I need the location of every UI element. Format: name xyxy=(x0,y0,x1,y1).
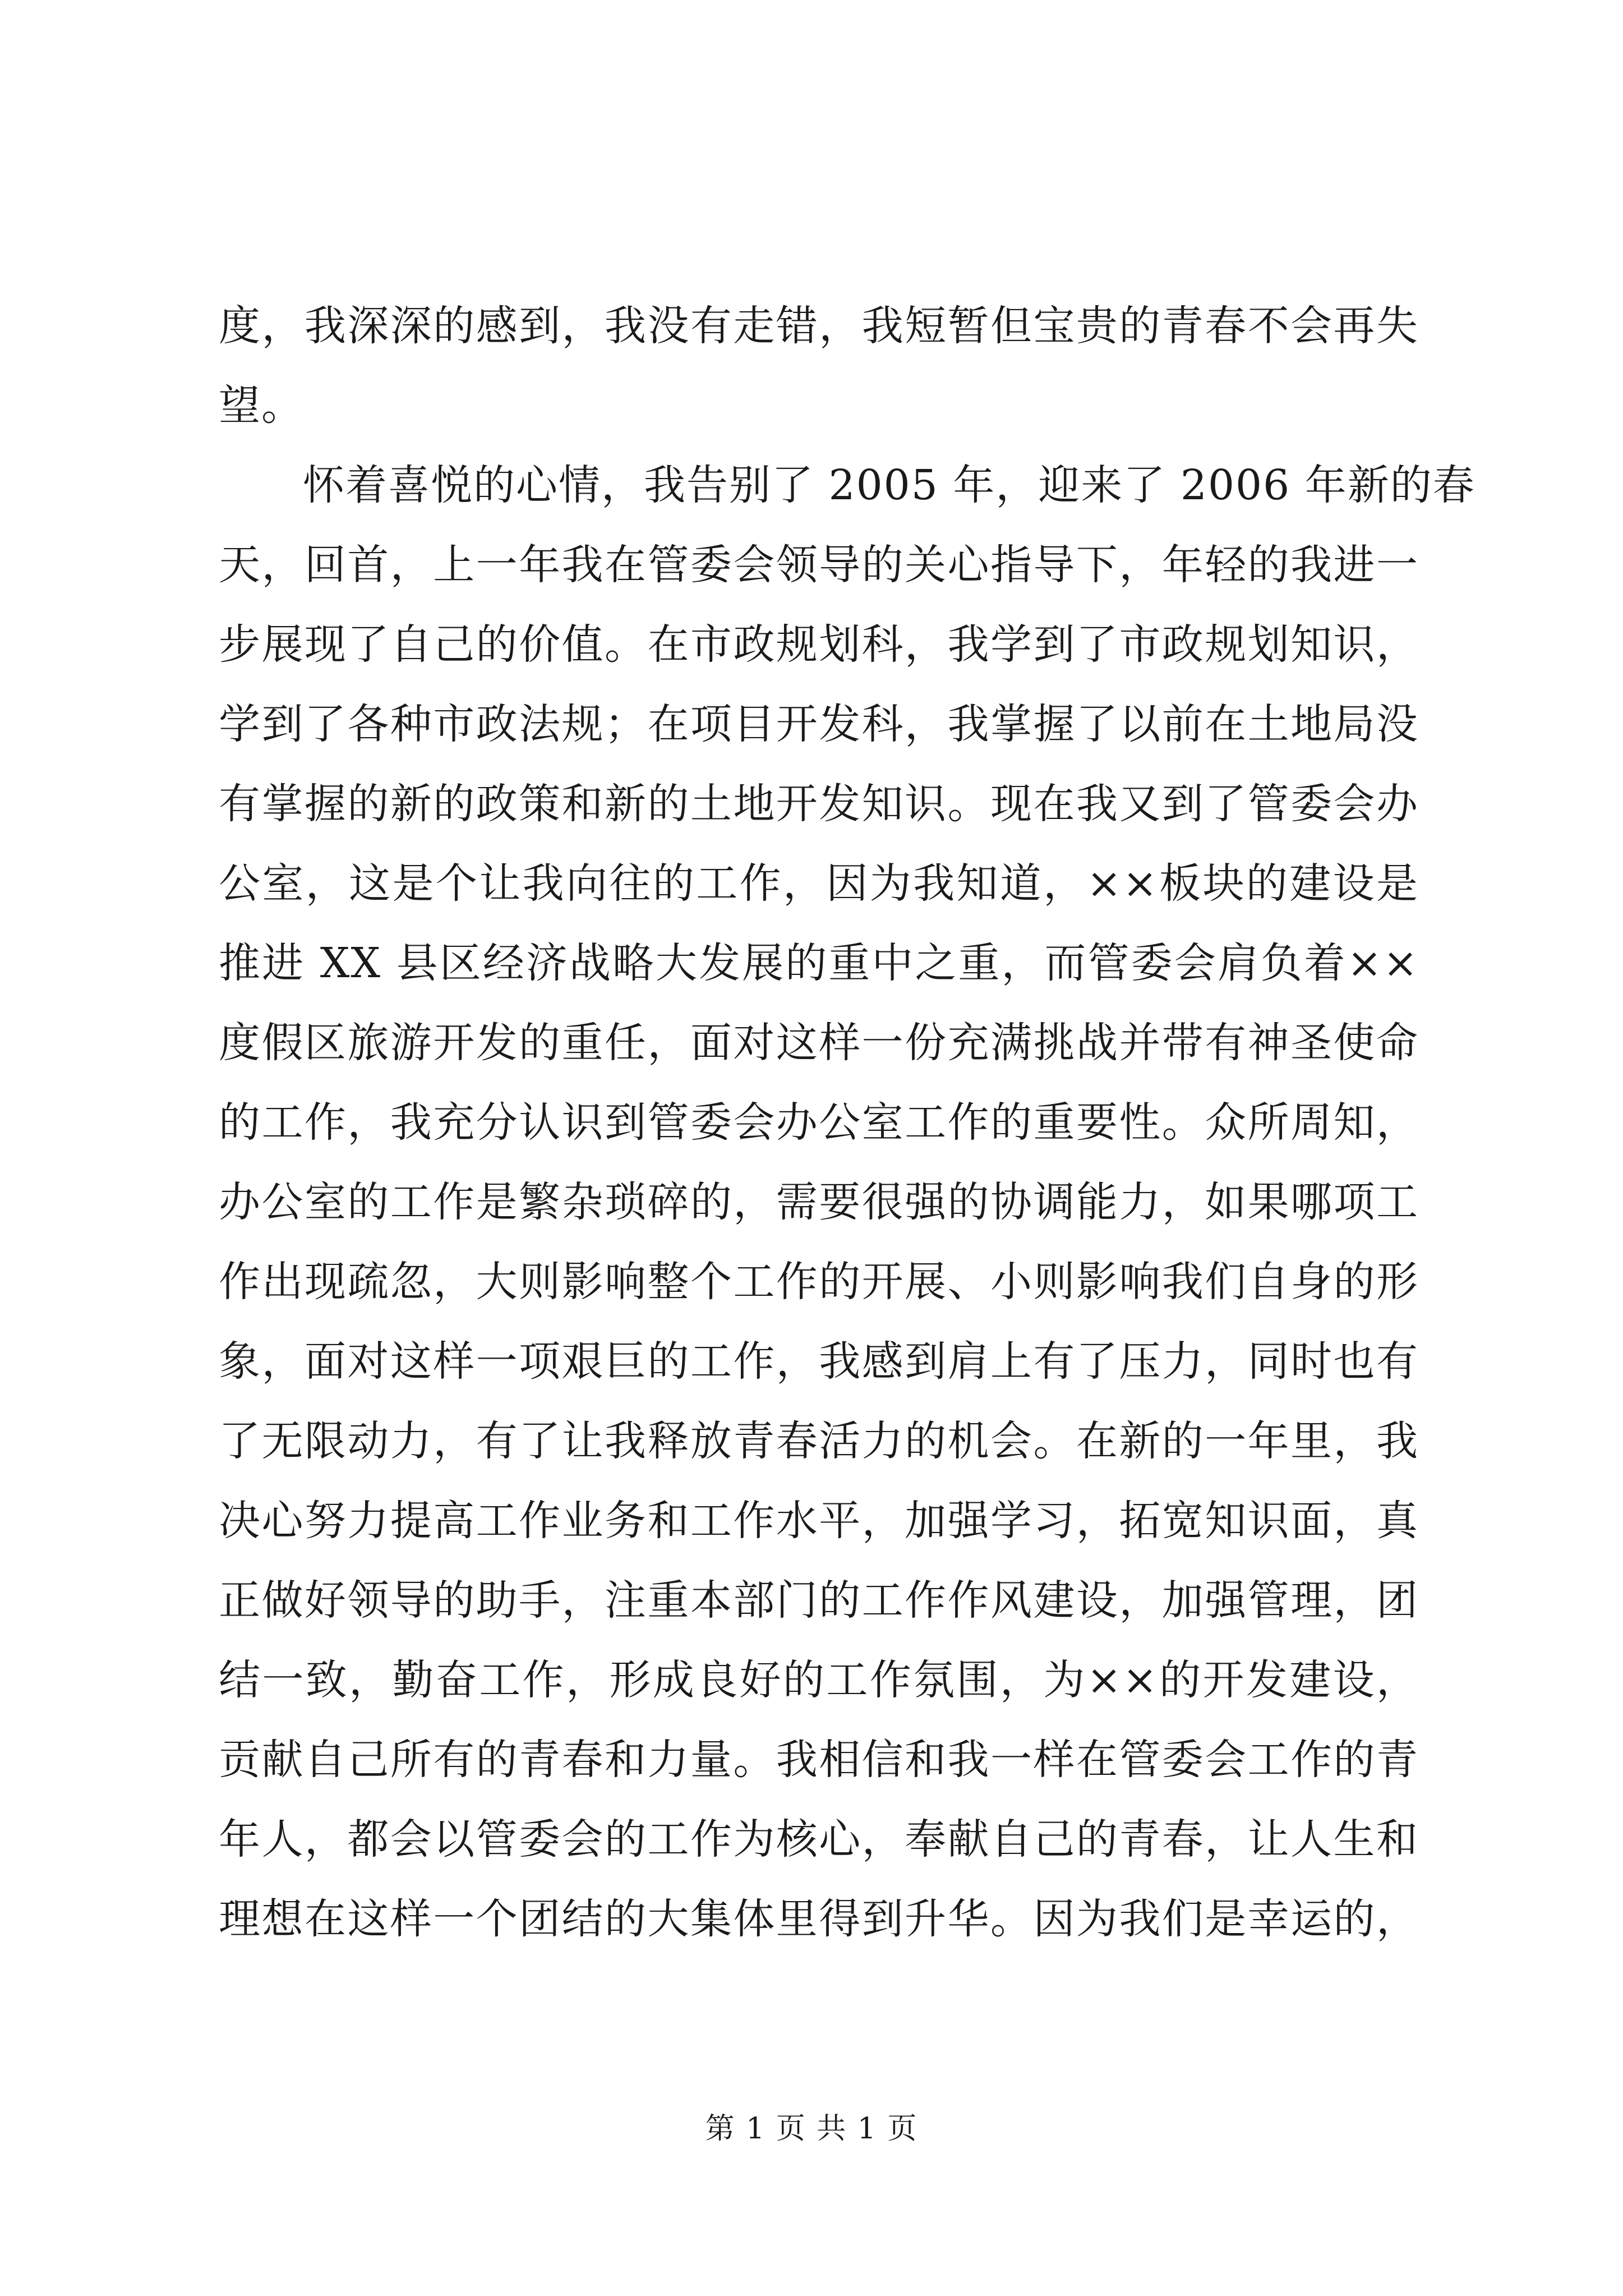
text-line: 象，面对这样一项艰巨的工作，我感到肩上有了压力，同时也有 xyxy=(219,1337,1419,1386)
text-line: 了无限动力，有了让我释放青春活力的机会。在新的一年里，我 xyxy=(219,1417,1419,1465)
text-line: 结一致，勤奋工作，形成良好的工作氛围，为××的开发建设， xyxy=(219,1656,1419,1704)
text-line: 怀着喜悦的心情，我告别了 2005 年，迎来了 2006 年新的春 xyxy=(303,461,1476,509)
text-line: 的工作，我充分认识到管委会办公室工作的重要性。众所周知， xyxy=(219,1098,1419,1147)
text-line: 贡献自己所有的青春和力量。我相信和我一样在管委会工作的青 xyxy=(219,1736,1419,1784)
text-line: 正做好领导的助手，注重本部门的工作作风建设，加强管理，团 xyxy=(219,1576,1419,1625)
text-line: 公室，这是个让我向往的工作，因为我知道，××板块的建设是 xyxy=(219,859,1419,908)
text-line: 望。 xyxy=(219,381,304,430)
text-line: 学到了各种市政法规；在项目开发科，我掌握了以前在土地局没 xyxy=(219,700,1419,748)
text-line: 天，回首，上一年我在管委会领导的关心指导下，年轻的我进一 xyxy=(219,541,1419,589)
text-line: 办公室的工作是繁杂琐碎的，需要很强的协调能力，如果哪项工 xyxy=(219,1178,1419,1226)
text-line: 理想在这样一个团结的大集体里得到升华。因为我们是幸运的， xyxy=(219,1895,1419,1943)
text-line: 作出现疏忽，大则影响整个工作的开展、小则影响我们自身的形 xyxy=(219,1258,1419,1306)
text-line: 决心努力提高工作业务和工作水平，加强学习，拓宽知识面，真 xyxy=(219,1497,1419,1545)
text-line: 年人，都会以管委会的工作为核心，奉献自己的青春，让人生和 xyxy=(219,1815,1419,1864)
document-body xyxy=(219,286,1476,1959)
text-line: 度，我深深的感到，我没有走错，我短暂但宝贵的青春不会再失 xyxy=(219,302,1419,350)
text-line: 度假区旅游开发的重任，面对这样一份充满挑战并带有神圣使命 xyxy=(219,1019,1419,1067)
text-line: 步展现了自己的价值。在市政规划科，我学到了市政规划知识， xyxy=(219,620,1419,669)
text-line: 有掌握的新的政策和新的土地开发知识。现在我又到了管委会办 xyxy=(219,780,1419,828)
page-footer: 第 1 页 共 1 页 xyxy=(705,2112,918,2146)
text-line: 推进 XX 县区经济战略大发展的重中之重，而管委会肩负着×× xyxy=(219,939,1419,987)
